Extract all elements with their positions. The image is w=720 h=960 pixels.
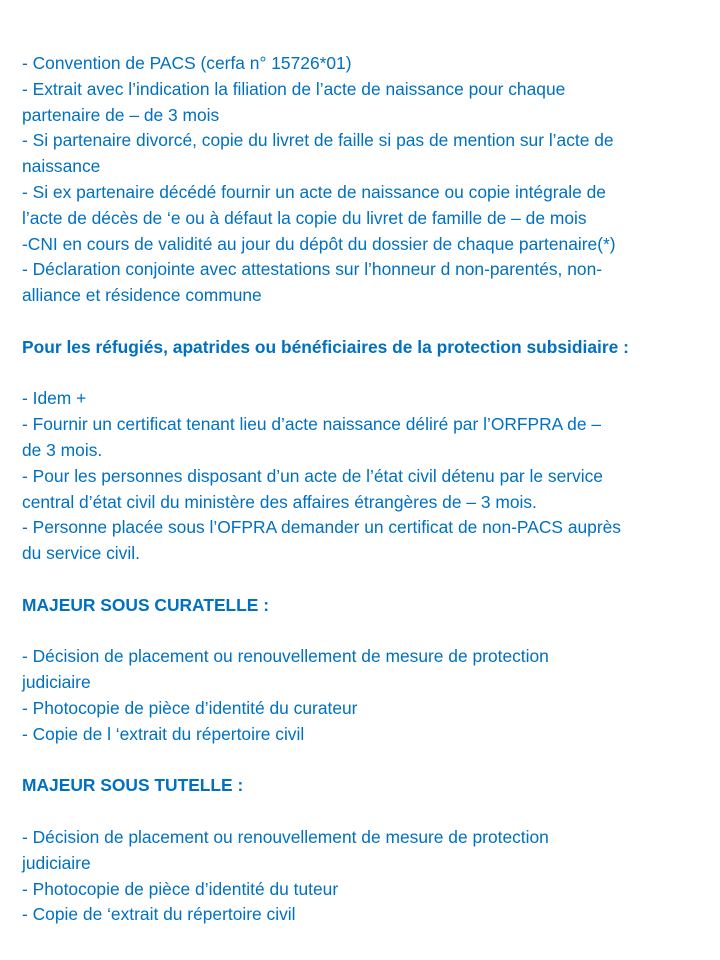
section-tutelle: [22, 773, 700, 928]
section-curatelle: [22, 593, 700, 748]
section-refugees: [22, 335, 700, 567]
text-line: partenaire de – de 3 mois: [22, 104, 220, 125]
spacer: [22, 309, 700, 335]
text-line: - Si ex partenaire décédé fournir un acte de naissance ou copie intégrale de: [22, 181, 606, 202]
text-line: - Copie de ‘extrait du répertoire civil: [22, 904, 296, 925]
text-line: - Idem +: [22, 388, 87, 409]
text-line: de 3 mois.: [22, 439, 103, 460]
text-line: -CNI en cours de validité au jour du dépôt du dossier de chaque partenaire(*): [22, 233, 616, 254]
section-heading: MAJEUR SOUS CURATELLE :: [22, 594, 270, 615]
text-line: - Fournir un certificat tenant lieu d’acte naissance déliré par l’ORFPRA de –: [22, 414, 602, 435]
text-line: - Décision de placement ou renouvellement de mesure de protection: [22, 646, 549, 667]
text-line: - Extrait avec l’indication la filiation de l’acte de naissance pour chaque: [22, 78, 566, 99]
text-line: - Personne placée sous l’OFPRA demander un certificat de non-PACS auprès: [22, 517, 621, 538]
text-line: l’acte de décès de ‘e ou à défaut la copie du livret de famille de – de mois: [22, 207, 587, 228]
spacer: [22, 361, 700, 387]
spacer: [22, 748, 700, 774]
text-line: central d’état civil du ministère des affaires étrangères de – 3 mois.: [22, 491, 537, 512]
text-line: - Décision de placement ou renouvellement de mesure de protection: [22, 826, 549, 847]
spacer: [22, 567, 700, 593]
text-line: - Pour les personnes disposant d’un acte de l’état civil détenu par le service: [22, 465, 603, 486]
text-line: naissance: [22, 156, 101, 177]
text-line: - Déclaration conjointe avec attestations sur l’honneur d non-parentés, non-: [22, 259, 603, 280]
text-line: - Convention de PACS (cerfa n° 15726*01): [22, 53, 352, 73]
text-line: du service civil.: [22, 543, 140, 564]
text-line: - Photocopie de pièce d’identité du curateur: [22, 697, 358, 718]
spacer: [22, 619, 700, 645]
spacer: [22, 799, 700, 825]
text-line: alliance et résidence commune: [22, 285, 262, 306]
section-heading: MAJEUR SOUS TUTELLE :: [22, 775, 244, 796]
text-line: - Photocopie de pièce d’identité du tuteur: [22, 878, 339, 899]
text-line: - Si partenaire divorcé, copie du livret de faille si pas de mention sur l’acte de: [22, 130, 614, 151]
section-heading: Pour les réfugiés, apatrides ou bénéficiaires de la protection subsidiaire :: [22, 336, 629, 357]
section-general-documents: [22, 51, 700, 309]
text-line: judiciaire: [22, 672, 91, 693]
text-line: - Copie de l ‘extrait du répertoire civil: [22, 723, 305, 744]
text-line: judiciaire: [22, 852, 91, 873]
